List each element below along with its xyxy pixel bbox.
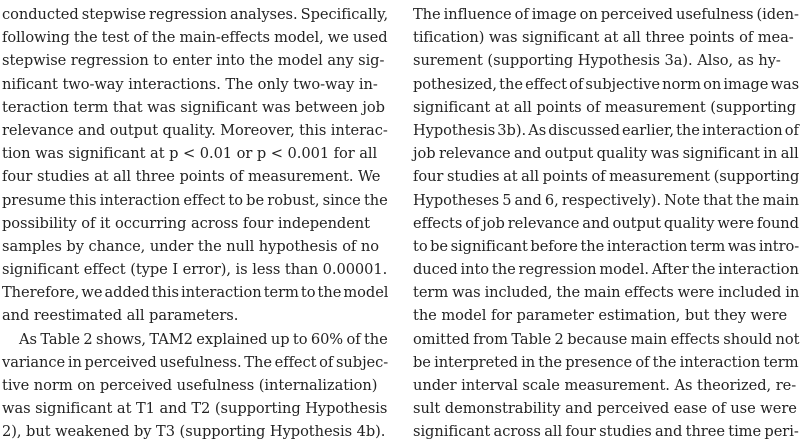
text-line: presume this interaction effect to be robust, since the — [2, 191, 388, 209]
paragraph-start-line: As Table 2 shows, TAM2 explained up to 60% of the — [19, 330, 388, 348]
text-line: Therefore, we added this interaction term to the model — [2, 284, 389, 302]
text-line: four studies at all three points of measurement. We — [2, 168, 381, 186]
text-line: stepwise regression to enter into the model any sig- — [2, 52, 385, 70]
text-line: surement (supporting Hypothesis 3a). Also, as hy- — [413, 52, 781, 70]
right-text-column — [413, 3, 799, 444]
text-line: significant at all points of measurement (supporting — [413, 98, 797, 116]
text-line: 2), but weakened by T3 (supporting Hypothesis 4b). — [2, 423, 386, 441]
text-line: nificant two-way interactions. The only two-way in- — [2, 75, 378, 93]
text-line: samples by chance, under the null hypothesis of no — [2, 237, 379, 255]
left-text-column — [2, 3, 388, 444]
text-line: four studies at all points of measurement (supporting — [413, 168, 800, 186]
text-line: term was included, the main effects were included in — [413, 284, 800, 302]
text-line: and reestimated all parameters. — [2, 307, 239, 325]
text-line: significant effect (type I error), is less than 0.00001. — [2, 261, 388, 279]
text-line: relevance and output quality. Moreover, this interac- — [2, 121, 388, 139]
text-line: effects of job relevance and output quality were found — [413, 214, 799, 232]
text-line: under interval scale measurement. As theorized, re- — [413, 377, 797, 394]
text-line: job relevance and output quality was significant in all — [413, 145, 799, 163]
text-line: sult demonstrability and perceived ease of use were — [413, 400, 797, 418]
text-line: tive norm on perceived usefulness (internalization) — [2, 377, 378, 394]
text-line: The influence of image on perceived usefulness (iden- — [413, 6, 799, 23]
text-line: conducted stepwise regression analyses. Specifically, — [2, 6, 389, 23]
text-line: possibility of it occurring across four independent — [2, 214, 370, 232]
text-line: pothesized, the effect of subjective norm on image was — [413, 75, 800, 93]
text-line: to be significant before the interaction term was intro- — [413, 237, 800, 255]
text-line: Hypotheses 5 and 6, respectively). Note that the main — [413, 191, 800, 209]
text-line: following the test of the main-effects model, we used — [2, 29, 388, 47]
text-line: omitted from Table 2 because main effects should not — [413, 330, 800, 348]
text-line: teraction term that was significant was between job — [2, 98, 385, 116]
text-line: significant across all four studies and three time peri- — [413, 423, 799, 441]
text-line: be interpreted in the presence of the interaction term — [413, 353, 799, 371]
text-line: Hypothesis 3b). As discussed earlier, the interaction of — [413, 121, 799, 139]
text-line: variance in perceived usefulness. The effect of subjec- — [2, 353, 389, 371]
text-line: tion was significant at p < 0.01 or p < 0.001 for all — [2, 145, 378, 163]
text-line: duced into the regression model. After the interaction — [413, 261, 799, 279]
text-line: the model for parameter estimation, but they were — [413, 307, 788, 325]
text-line: tification) was significant at all three points of mea- — [413, 29, 794, 47]
text-line: was significant at T1 and T2 (supporting Hypothesis — [2, 400, 388, 418]
